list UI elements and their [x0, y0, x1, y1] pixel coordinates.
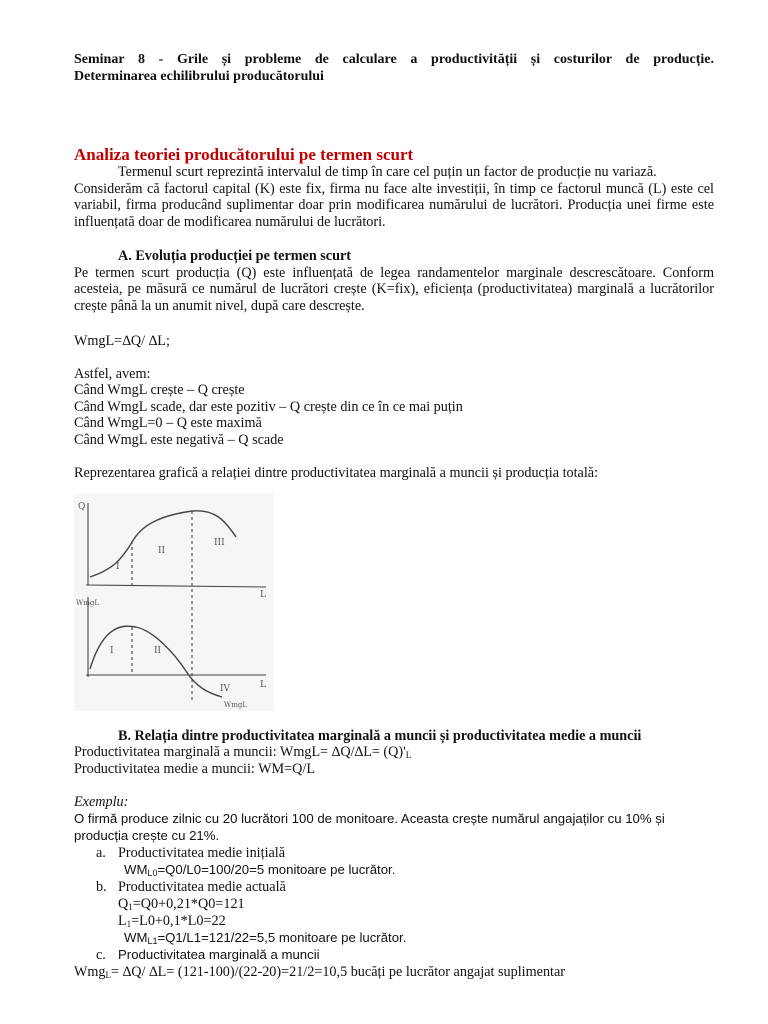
example-label: Exemplu:	[74, 794, 129, 810]
item-c-formula: Wmg$_L$= ∆Q/ ∆L= (121-100)/(22-20)=21/2=10,5 bucăți pe lucrător angajat suplimentar	[74, 964, 566, 980]
item-c-text: Productivitatea marginală a muncii	[118, 947, 320, 962]
case-item-4: Când WmgL este negativă – Q scade	[74, 432, 284, 448]
item-b-line-2: $L_1=L0+0,1*L0=22$	[118, 913, 226, 929]
document-title-line2: Determinarea echilibrului producătorului	[74, 69, 324, 84]
list-marker-b: b.	[96, 879, 107, 895]
marginal-productivity-sub: L	[405, 750, 412, 760]
item-b-text: Productivitatea medie actuală	[118, 879, 286, 895]
item-a-formula: $WM_{L0}=Q0/L0=100/20=5$ monitoare pe lucrător.	[124, 862, 396, 878]
marginal-productivity-text: Productivitatea marginală a muncii: WmgL= ∆Q/∆L= (Q)'	[74, 744, 406, 760]
curve-label: WmgL	[224, 701, 247, 709]
item-a-formula-text: =Q0/L0=100/20=5 monitoare pe lucrător.	[157, 862, 396, 877]
case-item-2: Când WmgL scade, dar este pozitiv – Q crește din ce în ce mai puțin	[74, 399, 463, 415]
subsection-a-text: Pe termen scurt producția (Q) este influențată de legea randamentelor marginale descrescătoare. Conform acesteia, pe măsură ce numărul de lucrători crește (K=fix), eficiența (productivitatea) marginală a lucrătorilor crește până la un anumit nivel, după care descrește.	[74, 265, 714, 314]
intro-paragraph-2: Considerăm că factorul capital (K) este fix, firma nu face alte investiții, în timp ce factorul muncă (L) este cel variabil, firma producând suplimentar doar prin modificarea numărului de lucrători. Producția unei firme este influențată doar de modificarea numărului de lucrători.	[74, 181, 714, 230]
example-text-1: O firmă produce zilnic cu 20 lucrători 100 de monitoare. Aceasta crește numărul angajaților cu 10% și	[74, 811, 665, 826]
document-title: Seminar 8 - Grile și probleme de calculare a productivității și costurilor de producție.	[74, 52, 714, 67]
subsection-a-heading: A. Evoluția producției pe termen scurt	[118, 248, 352, 264]
l-axis-label-bottom: L	[260, 680, 266, 690]
list-marker-a: a.	[96, 845, 106, 861]
section-heading: Analiza teoriei producătorului pe termen scurt	[74, 145, 414, 164]
item-b-line-1-text: =Q0+0,21*Q0=121	[132, 896, 245, 912]
formula-wmg: WmgL=∆Q/ ∆L;	[74, 333, 170, 349]
zone-label-1: I	[116, 562, 120, 572]
q-axis-label: Q	[78, 502, 86, 512]
astfel-label: Astfel, avem:	[74, 366, 151, 382]
zone-label-4: IV	[220, 684, 231, 694]
l-axis-label: L	[260, 590, 266, 600]
wmg-axis-label: WmgL	[76, 599, 99, 607]
item-a-text: Productivitatea medie inițială	[118, 845, 286, 861]
item-b-line-1: $Q_1=Q0+0,21*Q0=121$	[118, 896, 245, 912]
hand-drawn-graph	[74, 493, 274, 711]
case-item-1: Când WmgL crește – Q crește	[74, 382, 245, 398]
item-b-line-3: $WM_{L1}=Q1/L1=121/22=5,5$ monitoare pe lucrător.	[124, 930, 407, 946]
zone-label-2-bottom: II	[154, 646, 162, 656]
marginal-product-curve	[90, 626, 222, 697]
zone-label-3: III	[214, 538, 225, 548]
item-b-line-3-text: =Q1/L1=121/22=5,5 monitoare pe lucrător.	[157, 930, 407, 945]
zone-label-2: II	[158, 546, 166, 556]
case-item-3: Când WmgL=0 – Q este maximă	[74, 415, 262, 431]
graph-caption: Reprezentarea grafică a relației dintre productivitatea marginală a muncii și producția totală:	[74, 465, 599, 481]
intro-paragraph-1: Termenul scurt reprezintă intervalul de timp în care cel puțin un factor de producție nu variază.	[118, 164, 657, 180]
list-marker-c: c.	[96, 947, 106, 963]
subsection-b-heading: B. Relația dintre productivitatea marginală a muncii și productivitatea medie a muncii	[118, 728, 642, 744]
example-label-text: Exemplu	[74, 794, 124, 810]
graph-sketch	[74, 493, 274, 711]
top-l-axis	[86, 585, 266, 587]
item-b-line-2-text: =L0+0,1*L0=22	[131, 913, 226, 929]
zone-label-1-bottom: I	[110, 646, 114, 656]
average-productivity-line: Productivitatea medie a muncii: WM=Q/L	[74, 761, 315, 777]
item-c-formula-text: = ∆Q/ ∆L= (121-100)/(22-20)=21/2=10,5 bucăți pe lucrător angajat suplimentar	[111, 964, 566, 980]
example-text-2: producția crește cu 21%.	[74, 828, 220, 843]
